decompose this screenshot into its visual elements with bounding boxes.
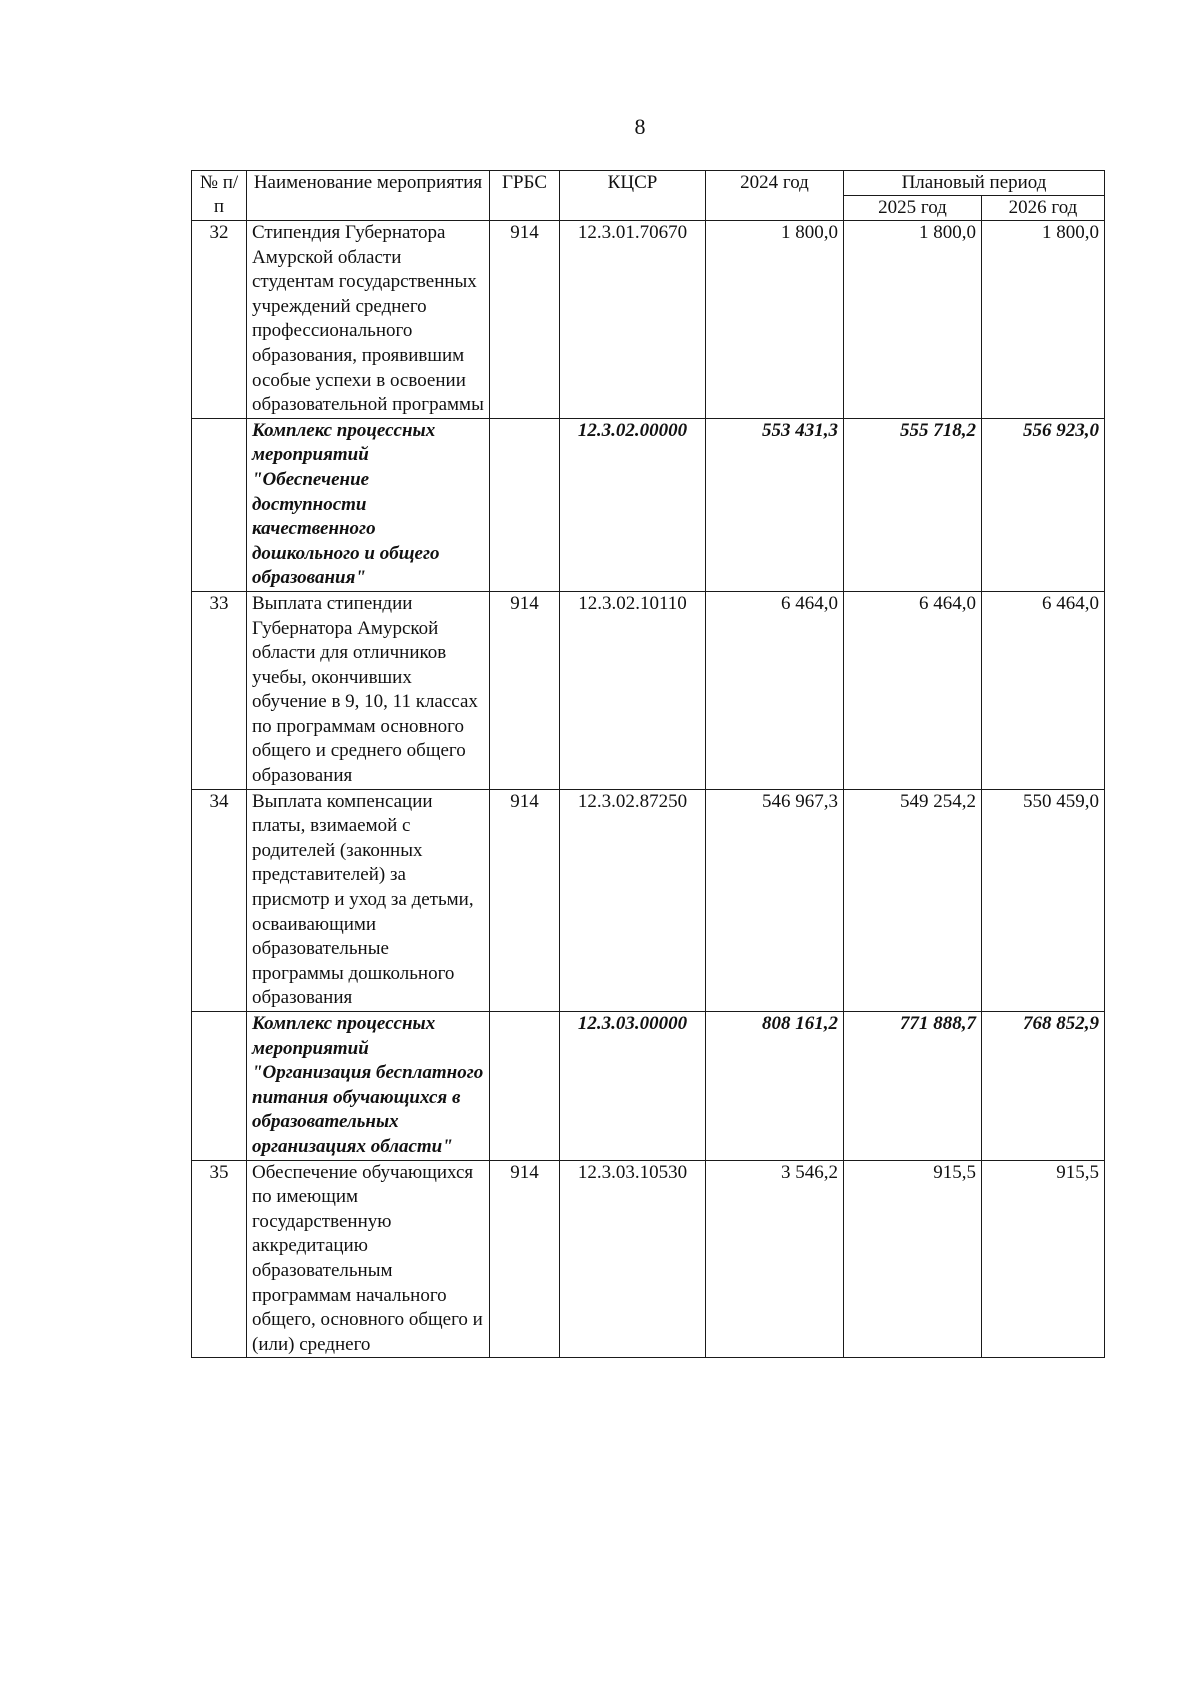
value-2024: 553 431,3 (706, 418, 844, 591)
value-2025: 915,5 (844, 1160, 982, 1358)
header-num: № п/п (192, 171, 247, 221)
grbs-code (490, 418, 560, 591)
row-number: 32 (192, 221, 247, 419)
value-2024: 3 546,2 (706, 1160, 844, 1358)
activity-name: Обеспечение обучающихся по имеющим государственную аккредитацию образовательным программам начального общего, основного общего и (или) среднего (247, 1160, 490, 1358)
table-group-row (192, 1012, 1105, 1161)
grbs-code: 914 (490, 1160, 560, 1358)
header-2025: 2025 год (844, 196, 982, 221)
header-grbs: ГРБС (490, 171, 560, 221)
activity-name: Комплекс процессных мероприятий "Организация бесплатного питания обучающихся в образовательных организациях области" (247, 1012, 490, 1161)
value-2026: 550 459,0 (982, 789, 1105, 1011)
activity-name: Выплата стипендии Губернатора Амурской области для отличников учебы, окончивших обучение в 9, 10, 11 классах по программам основного общего и среднего общего образования (247, 591, 490, 789)
table-row (192, 1160, 1105, 1358)
header-row (192, 171, 1105, 196)
kcsr-code: 12.3.02.87250 (560, 789, 706, 1011)
row-number (192, 418, 247, 591)
value-2024: 6 464,0 (706, 591, 844, 789)
value-2025: 1 800,0 (844, 221, 982, 419)
value-2024: 546 967,3 (706, 789, 844, 1011)
row-number: 33 (192, 591, 247, 789)
budget-table (191, 170, 1105, 1358)
kcsr-code: 12.3.02.00000 (560, 418, 706, 591)
grbs-code (490, 1012, 560, 1161)
value-2024: 808 161,2 (706, 1012, 844, 1161)
header-2024: 2024 год (706, 171, 844, 221)
value-2026: 768 852,9 (982, 1012, 1105, 1161)
value-2025: 771 888,7 (844, 1012, 982, 1161)
header-name: Наименование мероприятия (247, 171, 490, 221)
grbs-code: 914 (490, 591, 560, 789)
value-2025: 555 718,2 (844, 418, 982, 591)
kcsr-code: 12.3.01.70670 (560, 221, 706, 419)
value-2026: 556 923,0 (982, 418, 1105, 591)
table-row (192, 789, 1105, 1011)
kcsr-code: 12.3.03.10530 (560, 1160, 706, 1358)
row-number: 34 (192, 789, 247, 1011)
activity-name: Стипендия Губернатора Амурской области студентам государственных учреждений среднего профессионального образования, проявившим особые успехи в освоении образовательной программы (247, 221, 490, 419)
header-planned-period: Плановый период (844, 171, 1105, 196)
activity-name: Комплекс процессных мероприятий "Обеспечение доступности качественного дошкольного и общего образования" (247, 418, 490, 591)
value-2025: 549 254,2 (844, 789, 982, 1011)
grbs-code: 914 (490, 221, 560, 419)
kcsr-code: 12.3.02.10110 (560, 591, 706, 789)
table-row (192, 591, 1105, 789)
value-2026: 6 464,0 (982, 591, 1105, 789)
grbs-code: 914 (490, 789, 560, 1011)
activity-name: Выплата компенсации платы, взимаемой с родителей (законных представителей) за присмотр и уход за детьми, осваивающими образовательные программы дошкольного образования (247, 789, 490, 1011)
kcsr-code: 12.3.03.00000 (560, 1012, 706, 1161)
value-2026: 915,5 (982, 1160, 1105, 1358)
header-kcsr: КЦСР (560, 171, 706, 221)
table-row (192, 221, 1105, 419)
page-number: 8 (634, 114, 646, 139)
table-group-row (192, 418, 1105, 591)
row-number: 35 (192, 1160, 247, 1358)
value-2026: 1 800,0 (982, 221, 1105, 419)
value-2025: 6 464,0 (844, 591, 982, 789)
value-2024: 1 800,0 (706, 221, 844, 419)
header-2026: 2026 год (982, 196, 1105, 221)
row-number (192, 1012, 247, 1161)
